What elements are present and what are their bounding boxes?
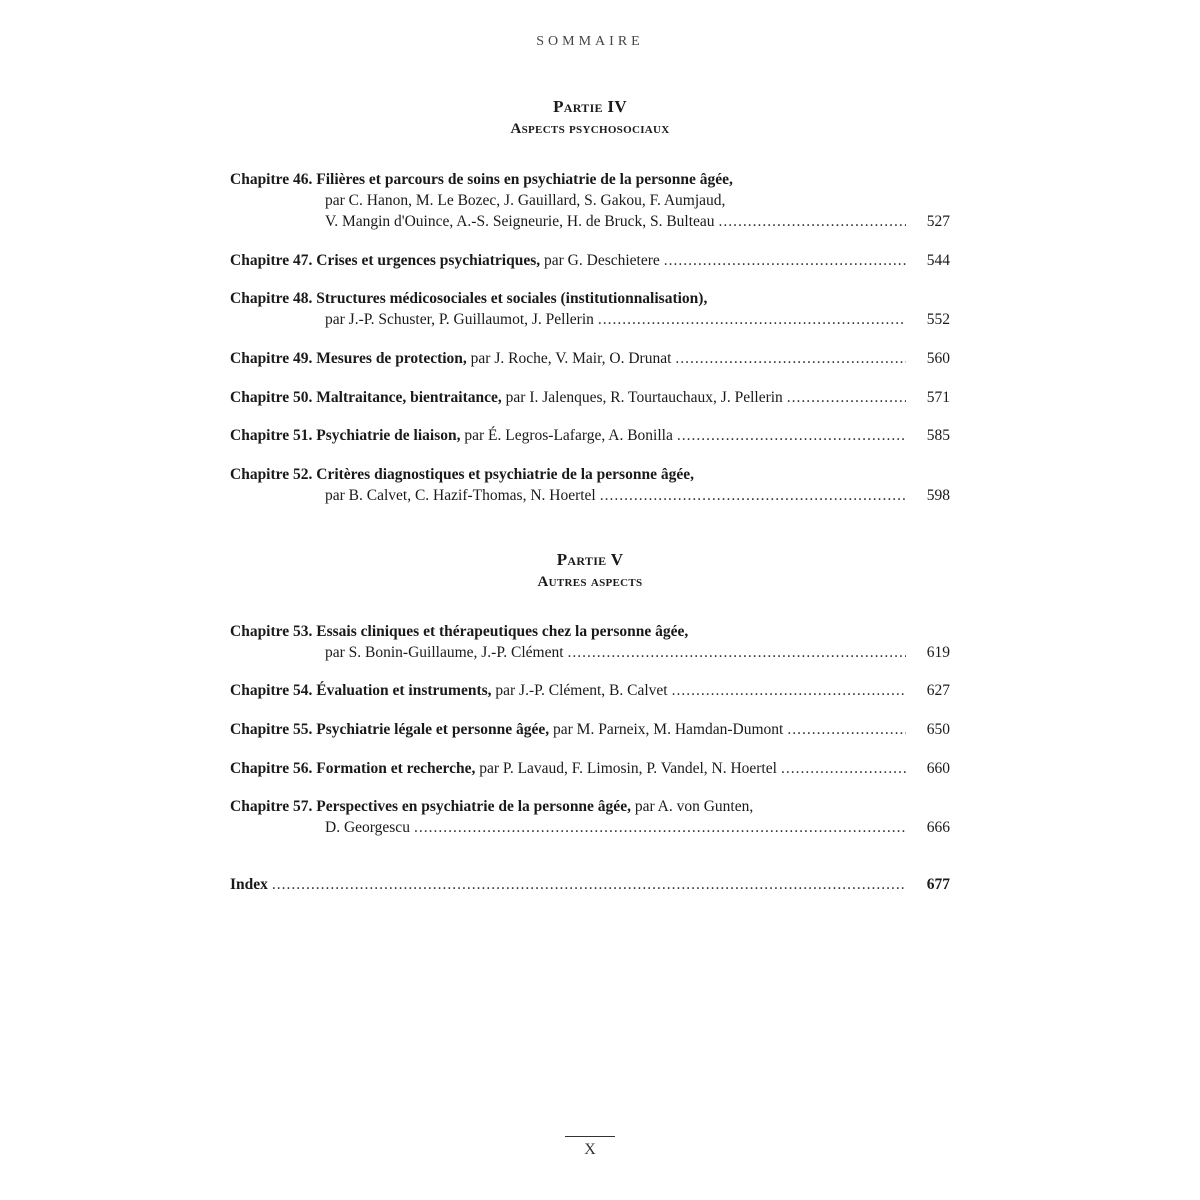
chapter-title: Formation et recherche,: [316, 760, 476, 777]
chapter-number: Chapitre 48.: [230, 290, 313, 307]
page-number: 571: [926, 389, 950, 406]
toc-entry[interactable]: [230, 288, 950, 330]
chapter-title: Crises et urgences psychiatriques,: [316, 252, 541, 269]
chapter-number: Chapitre 49.: [230, 350, 313, 367]
page-number: 527: [926, 213, 950, 230]
chapter-authors: par S. Bonin-Guillaume, J.-P. Clément: [325, 644, 564, 661]
leader-dots: [272, 874, 906, 895]
leader-dots: [600, 485, 906, 506]
page-number: 560: [926, 350, 950, 367]
page-number: 650: [926, 721, 950, 738]
chapter-authors: par I. Jalenques, R. Tourtauchaux, J. Pellerin: [505, 389, 783, 406]
running-head: SOMMAIRE: [536, 34, 644, 49]
page-number: 666: [926, 819, 950, 836]
chapter-authors: par M. Parneix, M. Hamdan-Dumont: [553, 721, 784, 738]
chapter-number: Chapitre 50.: [230, 389, 313, 406]
part-heading: [0, 550, 1180, 591]
chapter-number: Chapitre 47.: [230, 252, 313, 269]
chapter-number: Chapitre 54.: [230, 682, 313, 699]
leader-dots: [787, 719, 906, 740]
chapter-authors: V. Mangin d'Ouince, A.-S. Seigneurie, H. de Bruck, S. Bulteau: [325, 213, 715, 230]
part-number: Partie V: [556, 550, 624, 569]
toc-entry[interactable]: [230, 796, 950, 838]
toc-entry[interactable]: [230, 621, 950, 663]
chapter-authors: par C. Hanon, M. Le Bozec, J. Gauillard, S. Gakou, F. Aumjaud,: [325, 192, 726, 209]
page-number: 660: [926, 760, 950, 777]
chapter-title: Maltraitance, bientraitance,: [316, 389, 502, 406]
chapter-title: Critères diagnostiques et psychiatrie de la personne âgée,: [316, 466, 694, 483]
part-number: Partie IV: [553, 97, 627, 116]
chapter-number: Chapitre 57.: [230, 798, 313, 815]
leader-dots: [675, 348, 906, 369]
leader-dots: [568, 642, 906, 663]
part-heading: [0, 97, 1180, 138]
toc-entry[interactable]: [230, 169, 950, 232]
leader-dots: [781, 758, 906, 779]
page-number: 544: [926, 252, 950, 269]
chapter-authors: par J. Roche, V. Mair, O. Drunat: [470, 350, 672, 367]
page-number: 552: [926, 311, 950, 328]
chapter-title: Psychiatrie légale et personne âgée,: [316, 721, 550, 738]
leader-dots: [677, 425, 906, 446]
chapter-title: Mesures de protection,: [316, 350, 467, 367]
toc-entry[interactable]: [230, 348, 950, 369]
chapter-authors: par J.-P. Schuster, P. Guillaumot, J. Pellerin: [325, 311, 594, 328]
toc-entry[interactable]: [230, 758, 950, 779]
folio: X: [565, 1136, 615, 1159]
chapter-title: Perspectives en psychiatrie de la personne âgée,: [316, 798, 631, 815]
chapter-title: Filières et parcours de soins en psychiatrie de la personne âgée,: [316, 171, 733, 188]
chapter-title: Structures médicosociales et sociales (institutionnalisation),: [316, 290, 708, 307]
leader-dots: [664, 250, 906, 271]
chapter-number: Chapitre 46.: [230, 171, 313, 188]
toc-entry[interactable]: [230, 250, 950, 271]
page-number: 585: [926, 427, 950, 444]
page-number: 619: [926, 644, 950, 661]
leader-dots: [719, 211, 906, 232]
chapter-number: Chapitre 53.: [230, 623, 313, 640]
toc-entry[interactable]: [230, 680, 950, 701]
leader-dots: [672, 680, 906, 701]
page-number: 598: [926, 487, 950, 504]
chapter-number: Chapitre 51.: [230, 427, 313, 444]
chapter-authors: par B. Calvet, C. Hazif-Thomas, N. Hoertel: [325, 487, 596, 504]
part-title: Aspects psychosociaux: [510, 121, 670, 137]
chapter-authors: par A. von Gunten,: [634, 798, 754, 815]
toc-entry[interactable]: [230, 719, 950, 740]
toc-entry[interactable]: [230, 464, 950, 506]
chapter-authors: par É. Legros-Lafarge, A. Bonilla: [464, 427, 673, 444]
toc-entry-index[interactable]: [230, 874, 950, 895]
page-number: 677: [926, 876, 950, 893]
leader-dots: [414, 817, 906, 838]
chapter-number: Chapitre 52.: [230, 466, 313, 483]
part-title: Autres aspects: [537, 574, 643, 590]
chapter-authors: par J.-P. Clément, B. Calvet: [495, 682, 668, 699]
toc-entry[interactable]: [230, 425, 950, 446]
leader-dots: [598, 309, 906, 330]
page-number: 627: [926, 682, 950, 699]
chapter-number: Chapitre 55.: [230, 721, 313, 738]
chapter-title: Essais cliniques et thérapeutiques chez la personne âgée,: [316, 623, 689, 640]
leader-dots: [787, 387, 906, 408]
chapter-authors: D. Georgescu: [325, 819, 410, 836]
toc-entry[interactable]: [230, 387, 950, 408]
chapter-authors: par P. Lavaud, F. Limosin, P. Vandel, N. Hoertel: [479, 760, 777, 777]
chapter-title: Psychiatrie de liaison,: [316, 427, 461, 444]
index-label: Index: [230, 876, 268, 893]
chapter-authors: par G. Deschietere: [544, 252, 660, 269]
chapter-number: Chapitre 56.: [230, 760, 313, 777]
chapter-title: Évaluation et instruments,: [316, 682, 492, 699]
